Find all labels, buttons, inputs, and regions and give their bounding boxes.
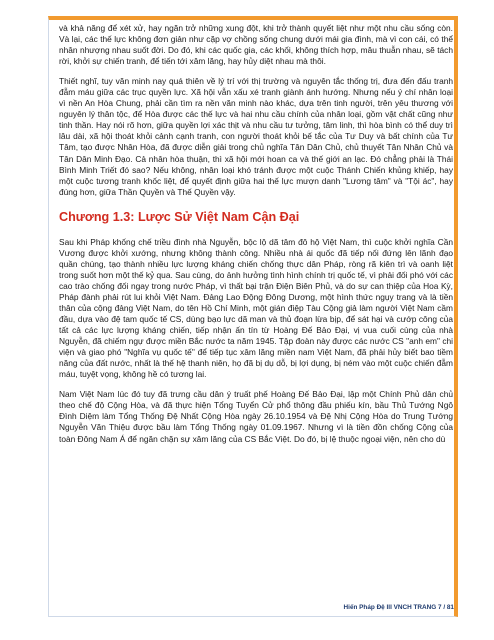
paragraph: Nam Việt Nam lúc đó tuy đã trưng cầu dân ý truất phế Hoàng Đế Bảo Đại, lập một Chính Phủ dân chủ theo chế độ Cộng Hòa, và đã thực hiện Tổng Tuyển Cử phổ thông đầu phiếu kín, bầu Thủ Tướng Ngô Đình Diệm làm Tổng Thống Đệ Nhất Cộng Hòa ngày 26.10.1954 và Đệ Nhị Cộng Hòa do Trung Tướng Nguyễn Văn Thiệu được bầu làm Tổng Thống ngày 01.09.1967. Nhưng vì là tiền đồn chống Cộng của toàn Đông Nam Á để ngăn chặn sự xâm lăng của CS Bắc Việt. Do đó, bị lệ thuộc ngoại viện, nên cho dù [59,389,453,444]
chapter-title: Chương 1.3: Lược Sử Việt Nam Cận Đại [59,209,300,224]
page-content [59,23,453,454]
page-footer: Hiến Pháp Đệ III VNCH TRANG 7 / 81 [343,604,454,611]
paragraph: Thiết nghĩ, tuy văn minh nay quá thiên về lý trí với thị trường và nguyên tắc thống trị, đưa đến đấu tranh đẫm máu giữa các trục quyền lực. Xã hội vẫn xấu xé tranh giành ánh hướng. Nhưng nếu ý chí nhân loại vì nền An Hòa Chung, phải cần tìm ra nền văn minh nào khác, dựa trên tinh người, trên yêu thương với nguyên lý thân tộc, để Hòa được các thế lực và hai nhu cầu chính của nhân loại, gồm vật chất cũng như tinh thần. Hay nói rõ hơn, giữa quyền lợi xác thịt và nhu cầu tư tưởng, tâm linh, thì hòa bình có thể duy trì lâu dài, xã hội thoát khỏi cảnh cạnh tranh, con người thoát khỏi bế tắc của Tư Duy và bất chính của Tư Tâm, tạo được Nhân Hòa, đã được diễn giải trong chủ nghĩa Tân Dân Chủ, chủ thuyết Tân Nhân Chủ và Tân Dân Minh Đạo. Cả nhân hòa thuận, thì xã hội mới hoan ca và thế giới an lạc. Đó chẳng phải là Thái Bình Minh Triết đó sao? Nếu không, nhân loại khó tránh được một cuộc Thánh Chiến khủng khiếp, hay một cuộc tương tranh khốc liệt, để quyết định giữa hai thế lực mượn danh "Lương tâm" và "Tội ác", hay đúng hơn, giữa Thần Quyền và Thế Quyền vậy. [59,76,453,197]
paragraph: Sau khi Pháp khống chế triều đình nhà Nguyễn, bộc lộ dã tâm đô hộ Việt Nam, thì cuộc khởi nghĩa Cần Vương được khởi xướng, nhưng không thành công. Nhiều nhà ái quốc đã tiếp nối đứng lên lãnh đạo quần chúng, tạo thành nhiều lực lượng kháng chiến chống thực dân Pháp, ròng rã kiên trì và oanh liệt trong suốt hơn một thế kỷ qua. Sau cùng, do ảnh hưởng tình hình chính trị quốc tế, vì phải đối phó với các cao trào chống đối ngay trong nước Pháp, vì thất bại trận Điện Biên Phủ, và do sự can thiệp của Hoa Kỳ, Pháp đành phải rút lui khỏi Việt Nam. Đảng Lao Động Đông Dương, một hình thức ngụy trang và là tiền thân của cộng đảng Việt Nam, do tên Hồ Chí Minh, một gián điệp Tàu Cộng giả làm người Việt Nam cầm đầu, dựa vào đệ tam quốc tế CS, dùng bạo lực dã man và thủ đoạn lừa bịp, để sát hại và cướp công của tất cả các lực lượng kháng chiến, tiếp nhận ấn tín từ Hoàng Đế Bảo Đại, vị vua cuối cùng của nhà Nguyễn, đã chiếm ngự được miền Bắc nước ta năm 1945. Tập đoàn này được các nước CS "anh em" chi viện và giao phó "Nghĩa vụ quốc tế" để tiếp tục xâm lăng miền nam Việt Nam, đã phải hủy biết bao tiềm năng của đất nước, nhất là thế hệ thanh niên, họ đã bị dụ dỗ, bị lợi dụng, bị ném vào một cuộc chiến đẫm máu, tuyệt vọng, không hề có tương lai. [59,236,453,380]
paragraph: và khả năng để xét xử, hay ngăn trở những xung đột, khi trở thành quyết liệt như một nhu cầu sống còn. Và lại, các thế lực không đơn giản như cặp vợ chồng sống chung dưới mái gia đình, mà vì con cái, có thể nhân nhượng nhau suốt đời. Do đó, khi các quốc gia, các khối, không thích hợp, mâu thuẫn nhau, sẽ tách rời, khởi sự chiến tranh, để tiến tới xâm lăng, hay hủy diệt nhau mà thôi. [59,23,453,67]
